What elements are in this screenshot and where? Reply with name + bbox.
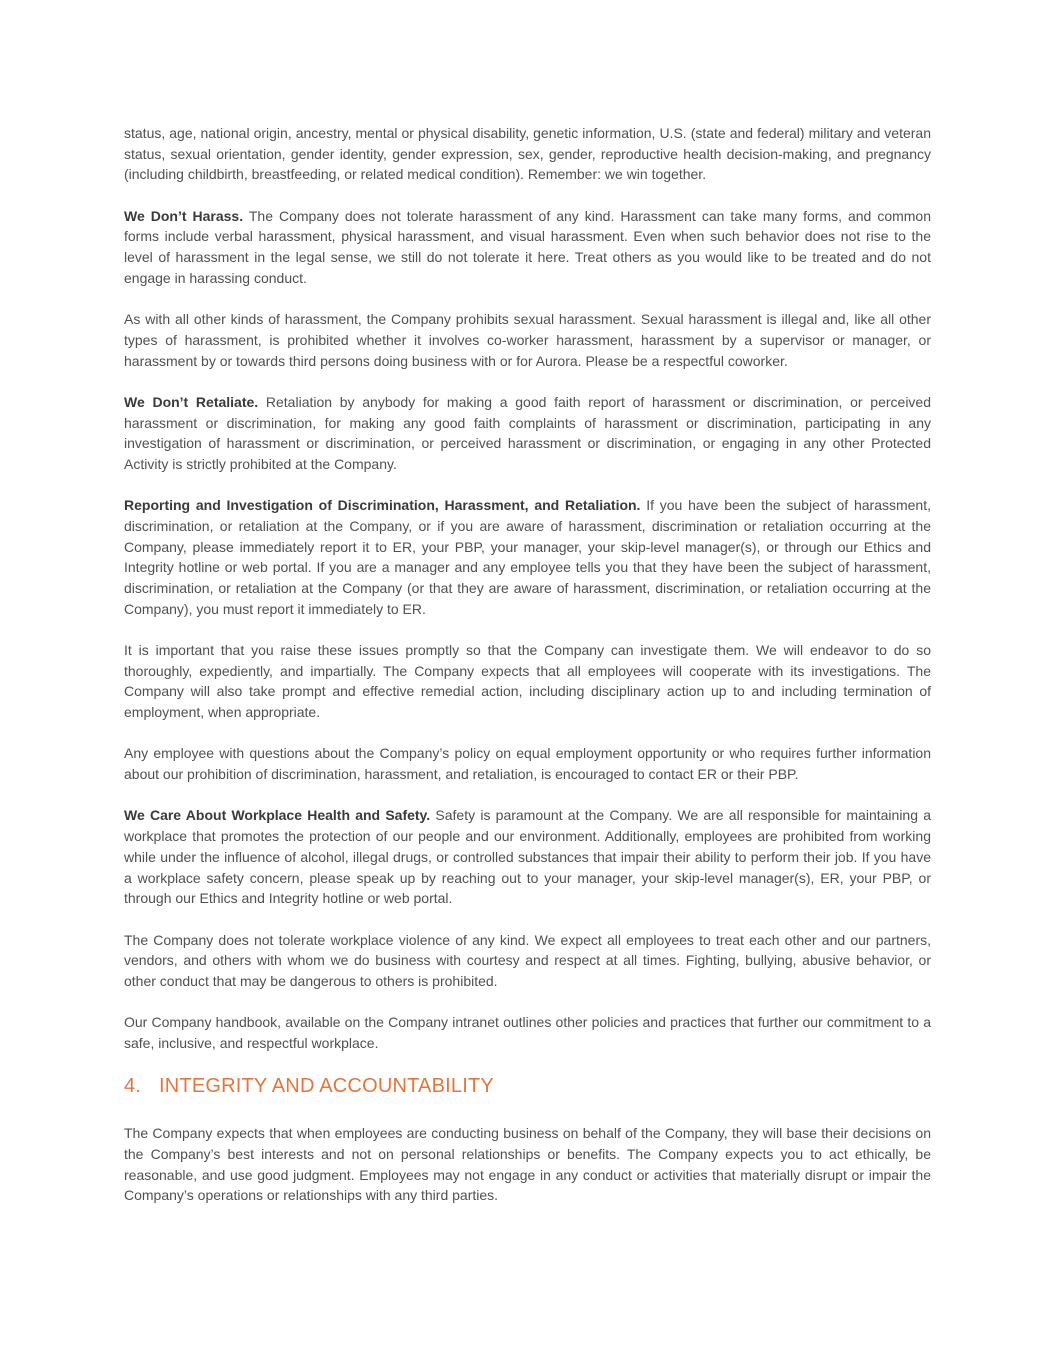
paragraph-workplace-violence [124, 930, 931, 992]
paragraph-text: Safety is paramount at the Company. We are all responsible for maintaining a workplace that promotes the protection of our people and our environment. Additionally, employees are prohibited from working while under the influence of alcohol, illegal drugs, or controlled substances that impair their ability to perform their job. If you have a workplace safety concern, please speak up by reaching out to your manager, your skip-level manager(s), ER, your PBP, or through our Ethics and Integrity hotline or web portal. [124, 807, 932, 907]
paragraph-text: The Company expects that when employees are conducting business on behalf of the Company, they will base their decisions on the Company’s best interests and not on personal relationships or benefits. The Company expects you to act ethically, be reasonable, and use good judgment. Employees may not engage in any conduct or activities that materially disrupt or impair the Company’s operations or relationships with any third parties. [124, 1125, 931, 1204]
section-title: INTEGRITY AND ACCOUNTABILITY [159, 1075, 494, 1098]
paragraph-text: As with all other kinds of harassment, the Company prohibits sexual harassment. Sexual harassment is illegal and, like all other types of harassment, is prohibited whether it involves co-worker harassment, harassment by a supervisor or manager, or harassment by or towards third persons doing business with or for Aurora. Please be a respectful coworker. [124, 311, 931, 369]
paragraph-sexual-harassment [124, 309, 931, 371]
paragraph-lead-heading: We Don’t Harass. [124, 207, 244, 224]
paragraph-company-handbook [124, 1012, 931, 1053]
paragraph-text: Retaliation by anybody for making a good faith report of harassment or discrimination, or perceived harassment or discrimination, for making any good faith complaints of harassment or discrimination, participating in any investigation of harassment or discrimination, or perceived harassment or discrimination, or engaging in any other Protected Activity is strictly prohibited at the Company. [124, 393, 931, 472]
paragraph-text: It is important that you raise these issues promptly so that the Company can investigate them. We will endeavor to do so thoroughly, expediently, and impartially. The Company expects that all employees will cooperate with its investigations. The Company will also take prompt and effective remedial action, including disciplinary action up to and including termination of employment, when appropriate. [124, 642, 931, 721]
paragraph-we-dont-retaliate [124, 392, 931, 475]
section-heading [124, 1073, 931, 1099]
paragraph-lead-heading: We Care About Workplace Health and Safety. [124, 807, 431, 824]
paragraph-text: The Company does not tolerate harassment of any kind. Harassment can take many forms, and common forms include verbal harassment, physical harassment, and visual harassment. Even when such behavior does not rise to the level of harassment in the legal sense, we still do not tolerate it here. Treat others as you would like to be treated and do not engage in harassing conduct. [124, 207, 932, 286]
paragraph-protected-characteristics [124, 123, 931, 185]
paragraph-text: Our Company handbook, available on the Company intranet outlines other policies and practices that further our commitment to a safe, inclusive, and respectful workplace. [124, 1014, 931, 1051]
paragraph-reporting-investigation [124, 495, 931, 619]
paragraph-lead-heading: We Don’t Retaliate. [124, 393, 259, 410]
paragraph-health-safety [124, 805, 931, 909]
paragraph-text: Any employee with questions about the Company’s policy on equal employment opportunity or who requires further information about our prohibition of discrimination, harassment, and retaliation, is encouraged to contact ER or their PBP. [124, 745, 931, 783]
paragraph-questions-policy [124, 743, 931, 784]
paragraph-text: The Company does not tolerate workplace violence of any kind. We expect all employees to treat each other and our partners, vendors, and others with whom we do business with courtesy and respect at all times. Fighting, bullying, abusive behavior, or other conduct that may be dangerous to others is prohibited. [124, 931, 931, 989]
paragraph-lead-heading: Reporting and Investigation of Discrimination, Harassment, and Retaliation. [124, 497, 641, 514]
document-page [124, 123, 931, 1227]
section-number: 4. [124, 1075, 142, 1098]
paragraph-text: status, age, national origin, ancestry, mental or physical disability, genetic information, U.S. (state and federal) military and veteran status, sexual orientation, gender identity, gender expression, sex, gender, reproductive health decision-making, and pregnancy (including childbirth, breastfeeding, or related medical condition). Remember: we win together. [124, 125, 931, 183]
paragraph-integrity-expectations [124, 1123, 931, 1206]
paragraph-we-dont-harass [124, 206, 931, 289]
paragraph-raise-issues-promptly [124, 640, 931, 723]
paragraph-text: If you have been the subject of harassment, discrimination, or retaliation at the Company, or if you are aware of harassment, discrimination or retaliation occurring at the Company, please immediately report it to ER, your PBP, your manager, your skip-level manager(s), or through our Ethics and Integrity hotline or web portal. If you are a manager and any employee tells you that they have been the subject of harassment, discrimination, or retaliation at the Company (or that they are aware of harassment, discrimination, or retaliation occurring at the Company), you must report it immediately to ER. [124, 497, 931, 617]
